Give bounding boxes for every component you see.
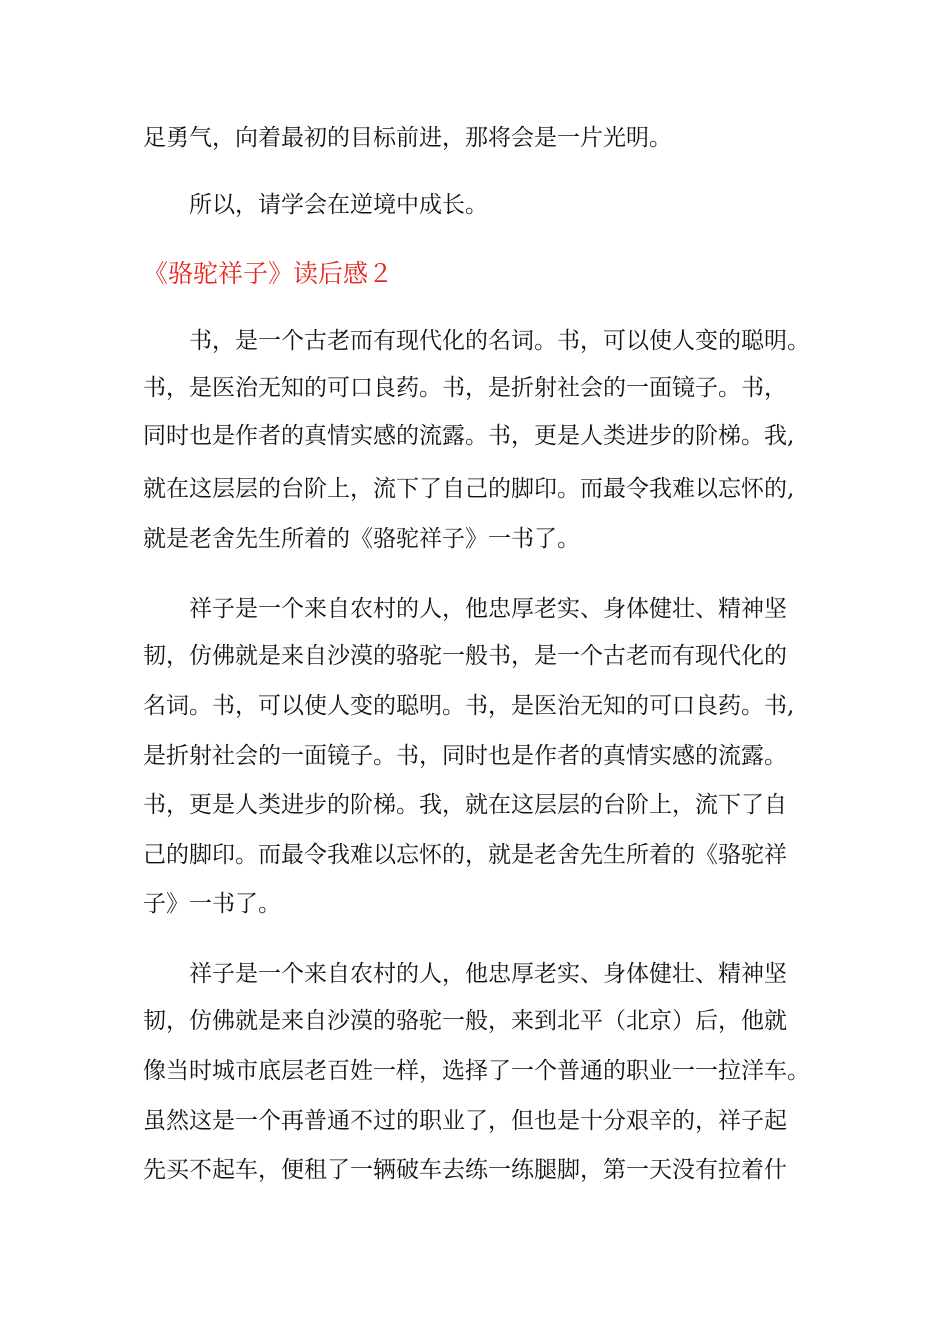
paragraph2-line-5: 书，更是人类进步的阶梯。我，就在这层层的台阶上，流下了自: [143, 792, 787, 818]
paragraph3-line-4: 虽然这是一个再普通不过的职业了，但也是十分艰辛的，祥子起: [143, 1108, 787, 1134]
paragraph2-line-4: 是折射社会的一面镜子。书，同时也是作者的真情实感的流露。: [143, 743, 787, 769]
intro-line-1: 足勇气，向着最初的目标前进，那将会是一片光明。: [143, 125, 672, 151]
paragraph1-line-2: 书，是医治无知的可口良药。书，是折射社会的一面镜子。书，: [143, 375, 787, 401]
paragraph3-line-1: 祥子是一个来自农村的人，他忠厚老实、身体健壮、精神坚: [189, 961, 787, 987]
paragraph1-line-5: 就是老舍先生所着的《骆驼祥子》一书了。: [143, 526, 580, 552]
paragraph2-line-2: 韧，仿佛就是来自沙漠的骆驼一般书，是一个古老而有现代化的: [143, 643, 787, 669]
paragraph1-line-4: 就在这层层的台阶上，流下了自己的脚印。而最令我难以忘怀的,: [143, 476, 795, 502]
paragraph3-line-5: 先买不起车，便租了一辆破车去练一练腿脚，第一天没有拉着什: [143, 1157, 787, 1183]
paragraph1-line-1: 书，是一个古老而有现代化的名词。书，可以使人变的聪明。: [189, 328, 810, 354]
paragraph3-line-3: 像当时城市底层老百姓一样，选择了一个普通的职业一一拉洋车。: [143, 1058, 810, 1084]
section-heading: 《骆驼祥子》读后感２: [143, 259, 394, 288]
paragraph2-line-6: 己的脚印。而最令我难以忘怀的，就是老舍先生所着的《骆驼祥: [143, 842, 787, 868]
paragraph3-line-2: 韧，仿佛就是来自沙漠的骆驼一般，来到北平（北京）后，他就: [143, 1008, 787, 1034]
paragraph2-line-1: 祥子是一个来自农村的人，他忠厚老实、身体健壮、精神坚: [189, 596, 787, 622]
paragraph2-line-7: 子》一书了。: [143, 891, 281, 917]
intro-line-2: 所以，请学会在逆境中成长。: [189, 192, 488, 218]
paragraph2-line-3: 名词。书，可以使人变的聪明。书，是医治无知的可口良药。书,: [143, 693, 795, 719]
paragraph1-line-3: 同时也是作者的真情实感的流露。书，更是人类进步的阶梯。我,: [143, 423, 795, 449]
